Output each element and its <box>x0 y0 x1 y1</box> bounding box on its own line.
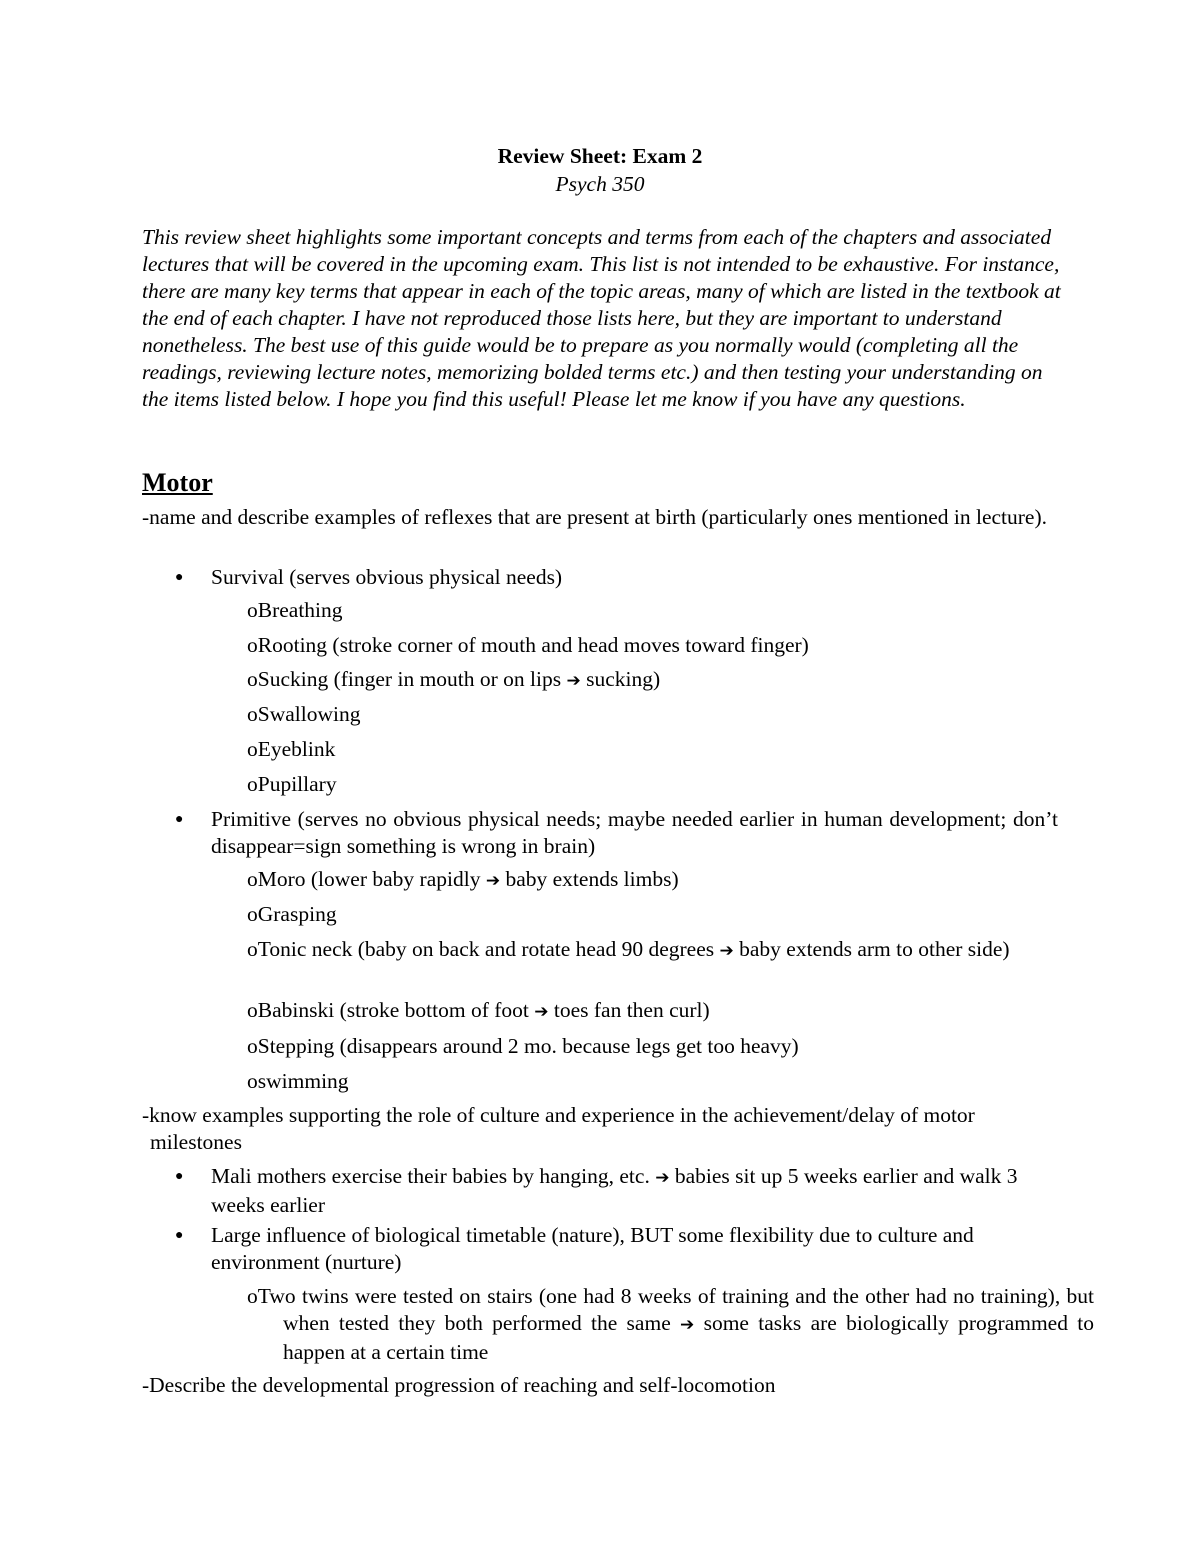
reflex-item-moro <box>247 866 679 895</box>
tonic-text: oTonic neck (baby on back and rotate head 90 degrees <box>247 937 715 961</box>
twins-result: some tasks are biologically programmed to happen at a certain time <box>283 1311 1094 1364</box>
reflex-item-grasping: oGrasping <box>247 902 337 926</box>
reflex-item-stepping: oStepping (disappears around 2 mo. because legs get too heavy) <box>247 1034 799 1058</box>
bullet-icon: ● <box>175 1169 184 1184</box>
tonic-result: baby extends arm to other side) <box>733 937 1010 961</box>
reflex-item-breathing: oBreathing <box>247 598 343 622</box>
influence-item: Large influence of biological timetable (nature), BUT some flexibility due to culture and environment (nurture) <box>211 1223 974 1274</box>
right-arrow-icon: ➔ <box>485 871 501 891</box>
reaching-prompt: -Describe the developmental progression of reaching and self-locomotion <box>142 1373 776 1397</box>
primitive-label: Primitive (serves no obvious physical needs; maybe needed earlier in human development; don’t disappear=sign something is wrong in brain) <box>211 807 1058 858</box>
section-heading-motor: Motor <box>142 468 213 497</box>
reflex-item-sucking <box>247 666 660 695</box>
mali-example <box>211 1163 1059 1219</box>
culture-prompt: -know examples supporting the role of culture and experience in the achievement/delay of motor milestones <box>142 1103 975 1154</box>
mali-text: Mali mothers exercise their babies by hanging, etc. <box>211 1164 650 1188</box>
moro-text: oMoro (lower baby rapidly <box>247 867 481 891</box>
right-arrow-icon: ➔ <box>566 671 581 691</box>
bullet-icon: ● <box>175 570 184 585</box>
right-arrow-icon: ➔ <box>680 1315 695 1335</box>
reflex-item-swallowing: oSwallowing <box>247 702 361 726</box>
reflexes-prompt <box>134 504 1062 531</box>
bullet-icon: ● <box>175 1228 184 1243</box>
course-subtitle: Psych 350 <box>555 172 645 196</box>
babinski-result: toes fan then curl) <box>548 998 710 1022</box>
reflex-item-rooting: oRooting (stroke corner of mouth and head moves toward finger) <box>247 633 809 657</box>
intro-paragraph: This review sheet highlights some important concepts and terms from each of the chapters and associated lectures that will be covered in the upcoming exam. This list is not intended to be exhaustive. For instance, there are many key terms that appear in each of the topic areas, many of which are listed in the textbook at the end of each chapter. I have not reproduced those lists here, but they are important to understand nonetheless. The best use of this guide would be to prepare as you normally would (completing all the readings, reviewing lecture notes, memorizing bolded terms etc.) and then testing your understanding on the items listed below. I hope you find this useful! Please let me know if you have any questions. <box>142 225 1061 411</box>
survival-label: Survival (serves obvious physical needs) <box>211 565 563 589</box>
reflex-item-pupillary: oPupillary <box>247 772 337 796</box>
twins-text: oTwo twins were tested on stairs (one had 8 weeks of training and the other had no training), but when tested they both performed the same <box>247 1284 1094 1335</box>
reflexes-prompt-text: -name and describe examples of reflexes that are present at birth (particularly ones mentioned in lecture). <box>142 505 1048 529</box>
right-arrow-icon: ➔ <box>534 1002 549 1022</box>
mali-result: babies sit up 5 weeks earlier and walk 3 weeks earlier <box>211 1164 1018 1217</box>
reflex-item-babinski <box>247 997 710 1026</box>
sucking-result: sucking) <box>580 667 661 691</box>
right-arrow-icon: ➔ <box>719 941 734 961</box>
moro-result: baby extends limbs) <box>500 867 679 891</box>
twins-item <box>247 1283 1094 1366</box>
right-arrow-icon: ➔ <box>655 1168 670 1188</box>
sucking-text: oSucking (finger in mouth or on lips <box>247 667 562 691</box>
reflex-item-eyeblink: oEyeblink <box>247 737 336 761</box>
bullet-icon: ● <box>175 812 184 827</box>
reflex-item-tonic-neck <box>247 936 1095 965</box>
page-title: Review Sheet: Exam 2 <box>497 144 703 168</box>
reflex-item-swimming: oswimming <box>247 1069 349 1093</box>
babinski-text: oBabinski (stroke bottom of foot <box>247 998 529 1022</box>
